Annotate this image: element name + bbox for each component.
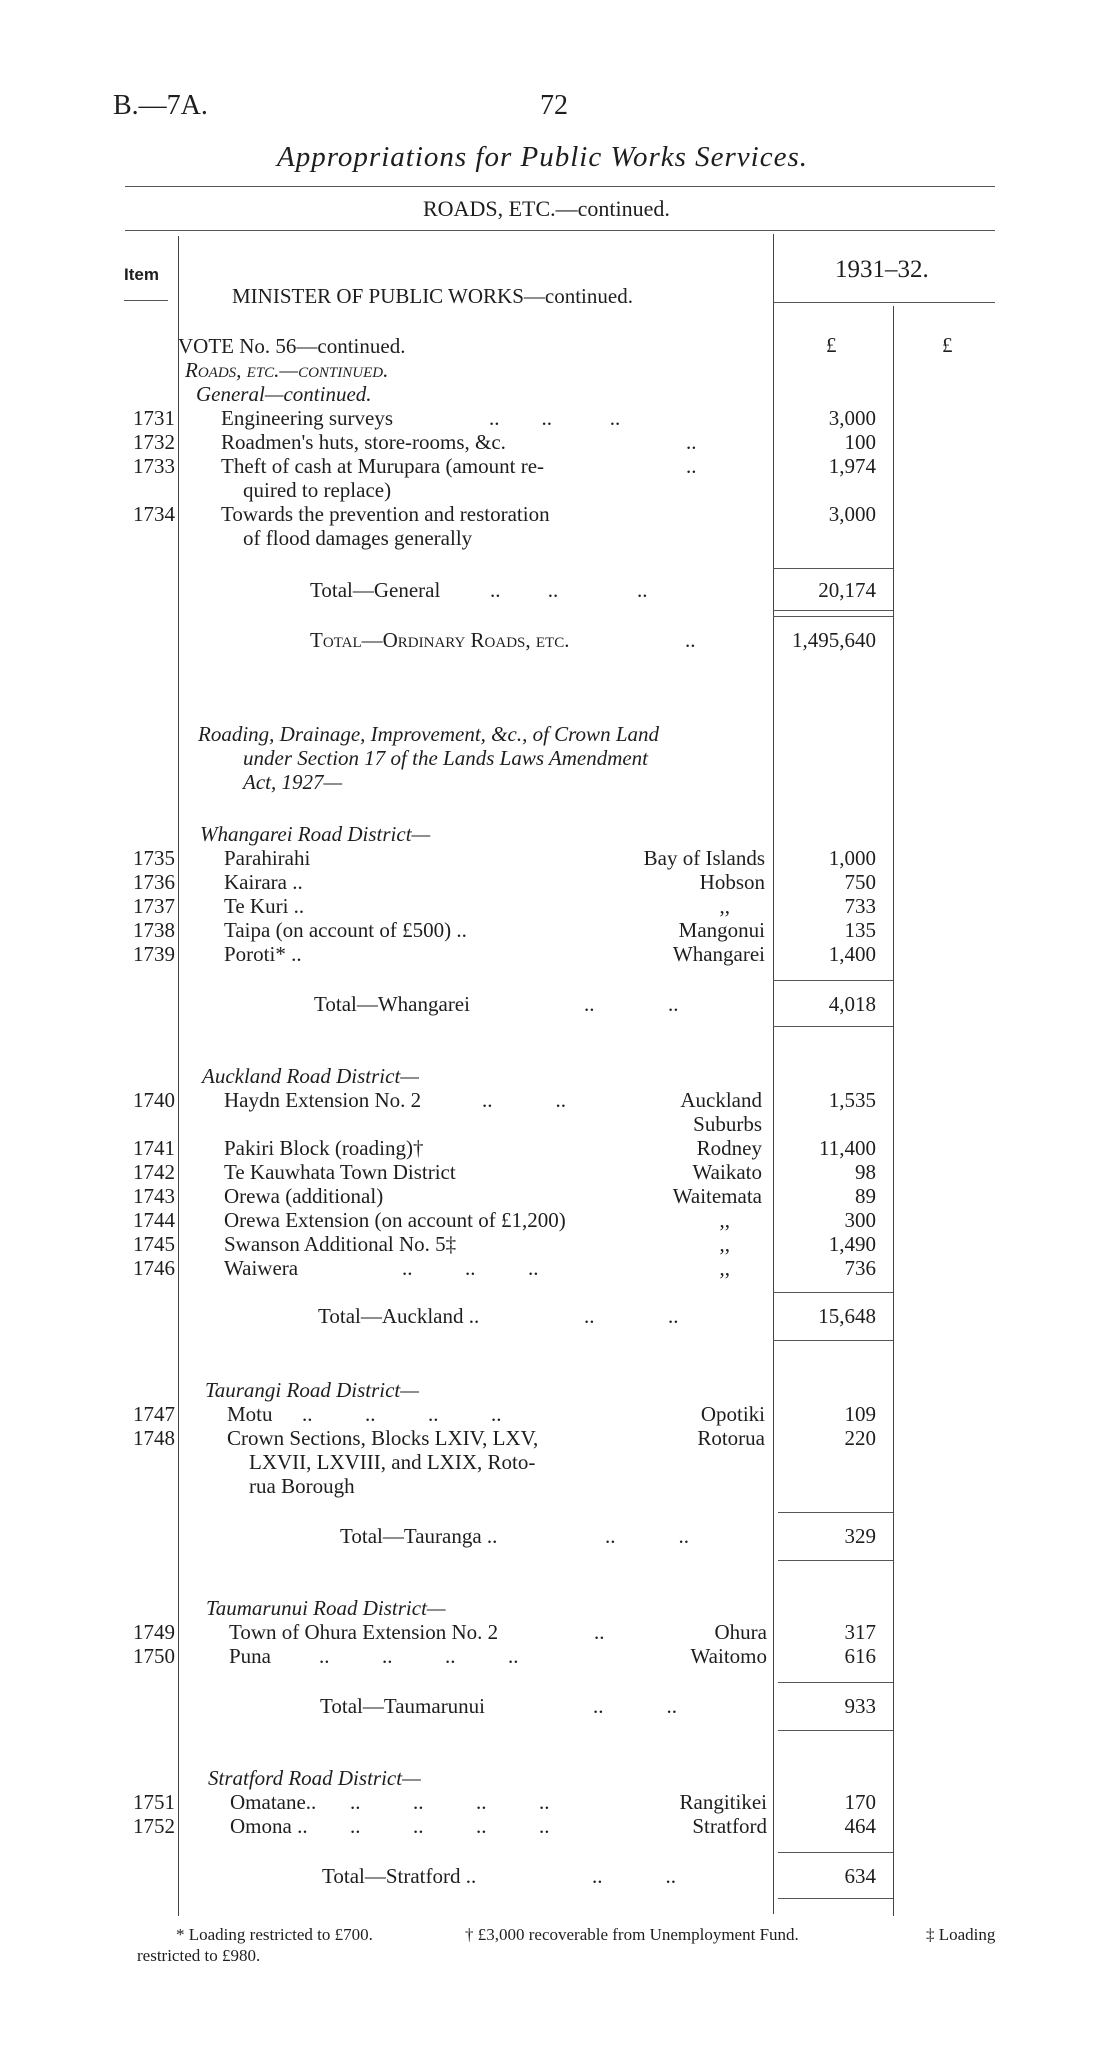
item-description: Towards the prevention and restoration: [221, 502, 550, 526]
roading-heading-line3: Act, 1927—: [243, 770, 343, 794]
item-description: [221, 454, 697, 479]
item-amount: 3,000: [828, 406, 876, 430]
item-description: [221, 406, 621, 431]
minister-heading: MINISTER OF PUBLIC WORKS—continued.: [232, 284, 633, 308]
subtitle-text: ROADS, ETC.—continued.: [423, 196, 670, 221]
total-double-rule: [773, 616, 893, 617]
item-number: 1748: [133, 1426, 175, 1450]
total-ordinary-amount: 1,495,640: [792, 628, 876, 652]
item-county: Whangarei: [672, 942, 765, 966]
subtotal-rule: [773, 568, 893, 569]
leader-dots: ..: [686, 454, 697, 478]
item-description: Crown Sections, Blocks LXIV, LXV,: [227, 1426, 539, 1450]
total-taumarunui-amount: 933: [844, 1694, 876, 1718]
item-description: [229, 1620, 605, 1645]
item-amount: 300: [844, 1208, 876, 1232]
subtotal-rule: [778, 1682, 893, 1683]
leader-dots: .. .. ..: [489, 406, 621, 430]
subtotal-rule: [778, 1852, 893, 1853]
leader-dots: .. ..: [584, 992, 679, 1016]
item-amount: 616: [844, 1644, 876, 1668]
leader-dots: .. .. ..: [490, 578, 648, 602]
item-description: Orewa Extension (on account of £1,200): [224, 1208, 566, 1232]
leader-dots: ..: [685, 628, 696, 652]
item-county: Stratford: [692, 1814, 767, 1838]
item-number: 1741: [133, 1136, 175, 1160]
item-description: Poroti* ..: [224, 942, 302, 966]
leader-dots: .. .. .. ..: [350, 1790, 550, 1814]
total-whangarei-label: [314, 992, 679, 1017]
total-whangarei-amount: 4,018: [828, 992, 876, 1016]
item-description: Orewa (additional): [224, 1184, 384, 1208]
item-county: Waitemata: [672, 1184, 762, 1208]
item-county: Rotorua: [697, 1426, 765, 1450]
year-heading: 1931–32.: [835, 256, 929, 283]
item-number: 1735: [133, 846, 175, 870]
item-description-cont: LXVII, LXVIII, and LXIX, Roto-: [249, 1450, 536, 1474]
item-amount: 3,000: [828, 502, 876, 526]
item-number: 1738: [133, 918, 175, 942]
item-amount: 1,000: [828, 846, 876, 870]
amount-column-rule-left: [773, 234, 774, 1914]
desc-text: Roadmen's huts, store-rooms, &c.: [221, 430, 506, 454]
subtotal-rule: [778, 1560, 893, 1561]
item-description: Parahirahi: [224, 846, 311, 870]
item-county: Ohura: [714, 1620, 767, 1644]
item-description: [229, 1644, 519, 1669]
desc-text: Omatane..: [230, 1790, 317, 1814]
leader-dots: ..: [686, 430, 697, 454]
total-auckland-amount: 15,648: [818, 1304, 876, 1328]
item-county: Auckland: [680, 1088, 762, 1112]
item-amount: 170: [844, 1790, 876, 1814]
label-text: Total—Taumarunui: [320, 1694, 486, 1718]
item-amount: 135: [844, 918, 876, 942]
stratford-heading: Stratford Road District—: [208, 1766, 421, 1790]
currency-column-1: £: [826, 333, 837, 357]
desc-text: Omona ..: [230, 1814, 308, 1838]
subtotal-rule: [778, 1898, 893, 1899]
leader-dots: .. .. .. ..: [350, 1814, 550, 1838]
item-number: 1752: [133, 1814, 175, 1838]
item-number: 1750: [133, 1644, 175, 1668]
item-county: Waitomo: [690, 1644, 767, 1668]
subtotal-rule: [773, 980, 893, 981]
item-description-cont: quired to replace): [243, 478, 392, 502]
item-number: 1740: [133, 1088, 175, 1112]
total-tauranga-label: [340, 1524, 689, 1549]
subtotal-rule: [773, 1340, 893, 1341]
desc-text: Waiwera: [224, 1256, 299, 1280]
subtotal-rule: [778, 1730, 893, 1731]
subtotal-rule: [773, 1026, 893, 1027]
section-subtitle: [423, 196, 670, 222]
desc-text: Puna: [229, 1644, 271, 1668]
item-amount: 89: [855, 1184, 876, 1208]
item-number: 1731: [133, 406, 175, 430]
item-description: [224, 1088, 566, 1113]
item-amount: 100: [844, 430, 876, 454]
item-number: 1737: [133, 894, 175, 918]
item-county: Bay of Islands: [643, 846, 765, 870]
item-number: 1742: [133, 1160, 175, 1184]
total-ordinary-label: [310, 628, 696, 653]
general-heading: General—continued.: [196, 382, 372, 406]
item-number: 1732: [133, 430, 175, 454]
item-amount: 750: [844, 870, 876, 894]
item-amount: 98: [855, 1160, 876, 1184]
item-description: [227, 1402, 502, 1427]
label-text: Total—Tauranga ..: [340, 1524, 498, 1548]
item-county: Mangonui: [678, 918, 765, 942]
desc-text: Town of Ohura Extension No. 2: [229, 1620, 499, 1644]
roading-heading-line1: Roading, Drainage, Improvement, &c., of Crown Land: [198, 722, 659, 746]
total-stratford-amount: 634: [844, 1864, 876, 1888]
footnote-loading-700: * Loading restricted to £700.: [176, 1925, 373, 1944]
item-amount: 220: [844, 1426, 876, 1450]
page-number: 72: [540, 90, 568, 121]
label-text: Total—Whangarei: [314, 992, 470, 1016]
leader-dots: .. ..: [584, 1304, 679, 1328]
item-county: ,,: [719, 894, 730, 918]
footnote-loading-980-cont: restricted to £980.: [137, 1946, 261, 1965]
item-number: 1744: [133, 1208, 175, 1232]
item-amount: 11,400: [819, 1136, 876, 1160]
leader-dots: .. .. .. ..: [319, 1644, 519, 1668]
year-rule: [773, 302, 995, 303]
item-description: [230, 1790, 550, 1815]
item-county: Opotiki: [700, 1402, 765, 1426]
item-number: 1739: [133, 942, 175, 966]
taurangi-heading: Taurangi Road District—: [205, 1378, 419, 1402]
item-amount: 464: [844, 1814, 876, 1838]
item-description-cont: of flood damages generally: [243, 526, 473, 550]
item-description: Te Kuri ..: [224, 894, 305, 918]
amount-column-rule-right: [893, 306, 894, 1916]
item-amount: 1,974: [828, 454, 876, 478]
subtotal-rule: [773, 1292, 893, 1293]
total-tauranga-amount: 329: [844, 1524, 876, 1548]
item-amount: 109: [844, 1402, 876, 1426]
item-county: Waikato: [692, 1160, 762, 1184]
item-county: Rangitikei: [679, 1790, 767, 1814]
footnote-unemployment-fund: † £3,000 recoverable from Unemployment Fund.: [465, 1925, 799, 1944]
currency-column-2: £: [942, 333, 953, 357]
whangarei-heading: Whangarei Road District—: [200, 822, 431, 846]
desc-text: Engineering surveys: [221, 406, 394, 430]
leader-dots: .. ..: [592, 1864, 676, 1888]
roads-heading: Roads, etc.—continued.: [185, 358, 389, 382]
total-general-amount: 20,174: [818, 578, 876, 602]
total-auckland-label: [318, 1304, 679, 1329]
leader-dots: .. ..: [482, 1088, 566, 1112]
desc-text: Motu: [227, 1402, 273, 1426]
total-stratford-label: [322, 1864, 676, 1889]
auckland-heading: Auckland Road District—: [202, 1064, 419, 1088]
page-title: Appropriations for Public Works Services.: [277, 141, 809, 173]
label-text: Total—Stratford ..: [322, 1864, 477, 1888]
leader-dots: .. ..: [605, 1524, 689, 1548]
footnote-loading-980: ‡ Loading: [926, 1925, 996, 1944]
document-reference: B.—7A.: [113, 90, 208, 121]
item-number: 1749: [133, 1620, 175, 1644]
item-number: 1747: [133, 1402, 175, 1426]
item-number: 1736: [133, 870, 175, 894]
leader-dots: ..: [594, 1620, 605, 1644]
item-number: 1734: [133, 502, 175, 526]
leader-dots: .. .. ..: [402, 1256, 539, 1280]
item-amount: 1,535: [828, 1088, 876, 1112]
total-general-label: [310, 578, 648, 603]
item-county-cont: Suburbs: [693, 1112, 762, 1136]
label-text: Total—Auckland ..: [318, 1304, 480, 1328]
item-amount: 736: [844, 1256, 876, 1280]
vote-heading: [178, 334, 405, 359]
item-county: ,,: [719, 1232, 730, 1256]
total-taumarunui-label: [320, 1694, 677, 1719]
item-column-rule: [178, 236, 179, 1916]
roading-heading-line2: under Section 17 of the Lands Laws Amendment: [243, 746, 649, 770]
item-amount: 1,400: [828, 942, 876, 966]
header-rule: [125, 230, 995, 231]
title-rule: [125, 186, 995, 187]
label-text: Total—General: [310, 578, 441, 602]
item-description: Taipa (on account of £500) ..: [224, 918, 467, 942]
item-number: 1745: [133, 1232, 175, 1256]
item-label-rule: [124, 300, 168, 301]
leader-dots: .. .. .. ..: [302, 1402, 502, 1426]
item-county: ,,: [719, 1256, 730, 1280]
item-number: 1733: [133, 454, 175, 478]
taumarunui-heading: Taumarunui Road District—: [206, 1596, 446, 1620]
item-description: Swanson Additional No. 5‡: [224, 1232, 457, 1256]
vote-text: VOTE No. 56—continued.: [178, 334, 406, 358]
item-number: 1743: [133, 1184, 175, 1208]
desc-text: Theft of cash at Murupara (amount re-: [221, 454, 545, 478]
item-number: 1751: [133, 1790, 175, 1814]
leader-dots: .. ..: [593, 1694, 677, 1718]
item-description: [224, 1256, 539, 1281]
subtotal-rule: [773, 610, 893, 611]
item-number: 1746: [133, 1256, 175, 1280]
item-amount: 733: [844, 894, 876, 918]
item-description: Te Kauwhata Town District: [224, 1160, 456, 1184]
label-text: Total—Ordinary Roads, etc.: [310, 628, 570, 652]
item-column-label: Item: [124, 265, 159, 284]
item-description: Kairara ..: [224, 870, 303, 894]
item-description: [221, 430, 697, 455]
item-county: Hobson: [699, 870, 765, 894]
item-amount: 317: [844, 1620, 876, 1644]
item-county: Rodney: [696, 1136, 762, 1160]
item-amount: 1,490: [828, 1232, 876, 1256]
item-description: Pakiri Block (roading)†: [224, 1136, 424, 1160]
desc-text: Haydn Extension No. 2: [224, 1088, 422, 1112]
subtotal-rule: [778, 1512, 893, 1513]
item-county: ,,: [719, 1208, 730, 1232]
item-description-cont: rua Borough: [249, 1474, 355, 1498]
item-description: [230, 1814, 550, 1839]
